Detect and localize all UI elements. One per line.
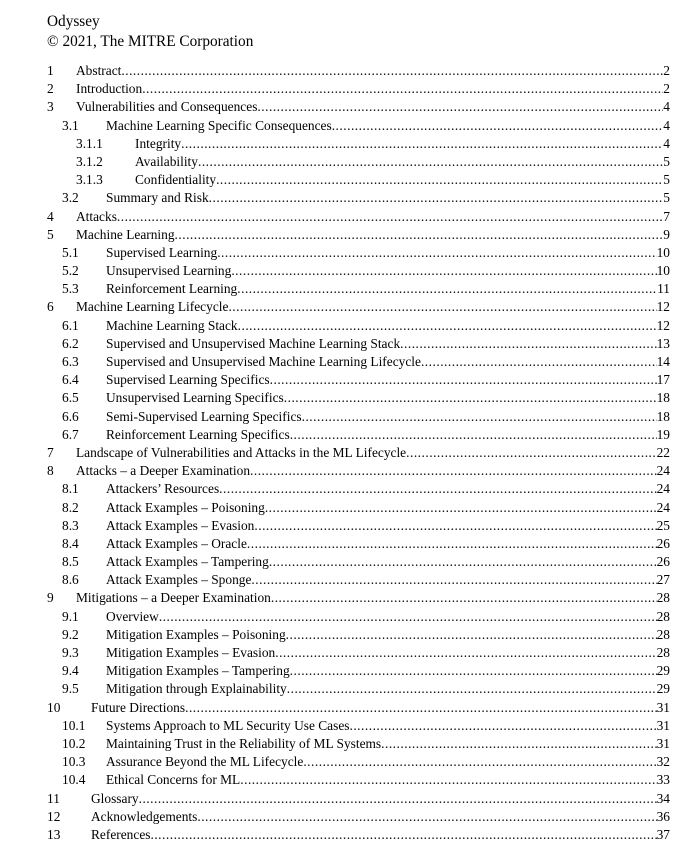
toc-entry-number: 10.2 <box>62 735 86 751</box>
toc-entry[interactable] <box>0 98 697 116</box>
toc-entry-number: 8.3 <box>62 517 79 533</box>
toc-entry-number: 5 <box>47 226 54 242</box>
toc-entry-number: 9.3 <box>62 645 79 660</box>
toc-entry-title[interactable]: Attack Examples – Evasion <box>106 517 255 533</box>
toc-entry[interactable] <box>0 135 697 153</box>
toc-leader-dots <box>209 189 664 207</box>
toc-entry-number: 10.3 <box>62 754 86 770</box>
copyright-notice: © 2021, The MITRE Corporation <box>47 33 254 50</box>
toc-leader-dots <box>247 535 657 553</box>
toc-entry-number: 2 <box>47 81 54 97</box>
toc-entry-page[interactable]: 14 <box>656 354 670 369</box>
toc-leader-dots <box>302 408 657 426</box>
toc-entry-title[interactable]: Mitigation Examples – Poisoning <box>106 626 286 642</box>
toc-entry-page[interactable]: 4 <box>663 117 670 133</box>
toc-leader-dots <box>287 680 657 698</box>
toc-entry-page[interactable]: 7 <box>663 208 670 224</box>
toc-entry-title[interactable]: Mitigation through Explainability <box>106 681 287 697</box>
toc-entry[interactable] <box>0 499 697 517</box>
toc-entry-title[interactable]: Attacks – a Deeper Examination <box>76 463 251 479</box>
toc-entry-number: 3.1 <box>62 117 79 133</box>
toc-entry-title[interactable]: Unsupervised Learning Specifics <box>106 390 284 406</box>
toc-entry-page[interactable]: 10 <box>656 244 670 260</box>
toc-entry-number: 6 <box>47 299 54 315</box>
toc-entry[interactable] <box>0 608 697 626</box>
toc-entry[interactable] <box>0 208 697 226</box>
toc-leader-dots <box>197 808 656 826</box>
toc-entry-title[interactable]: Attackers’ Resources <box>106 481 220 497</box>
toc-entry-page[interactable]: 22 <box>656 444 670 460</box>
toc-entry[interactable] <box>0 680 697 698</box>
toc-entry-title[interactable]: Reinforcement Learning <box>106 281 238 297</box>
toc-entry-number: 8.4 <box>62 535 79 551</box>
toc-leader-dots <box>216 171 663 189</box>
toc-leader-dots <box>228 298 656 316</box>
toc-leader-dots <box>185 699 657 717</box>
toc-entry-page[interactable]: 24 <box>656 499 670 515</box>
toc-entry[interactable] <box>0 662 697 680</box>
toc-entry-title[interactable]: Introduction <box>76 81 143 97</box>
toc-entry[interactable] <box>0 571 697 589</box>
toc-entry-page[interactable]: 29 <box>656 681 670 697</box>
toc-entry-title[interactable]: Summary and Risk <box>106 190 209 206</box>
toc-leader-dots <box>175 226 664 244</box>
toc-entry-page[interactable]: 27 <box>656 572 670 588</box>
toc-entry[interactable] <box>0 371 697 389</box>
toc-entry-page[interactable]: 31 <box>656 735 670 751</box>
toc-entry[interactable] <box>0 480 697 498</box>
toc-entry-page[interactable]: 29 <box>656 663 670 679</box>
toc-entry-number: 8.2 <box>62 499 79 515</box>
toc-entry-page[interactable]: 36 <box>656 808 670 824</box>
toc-entry[interactable] <box>0 553 697 571</box>
toc-entry-number: 5.1 <box>62 244 79 260</box>
toc-entry[interactable] <box>0 771 697 789</box>
toc-leader-dots <box>332 117 664 135</box>
toc-entry-page[interactable]: 28 <box>656 590 670 606</box>
toc-entry[interactable] <box>0 262 697 280</box>
toc-entry-number: 5.2 <box>62 263 79 279</box>
toc-entry-page[interactable]: 19 <box>656 426 670 442</box>
toc-entry-title[interactable]: Ethical Concerns for ML <box>106 772 241 788</box>
toc-entry-page[interactable]: 28 <box>656 626 670 642</box>
toc-leader-dots <box>269 553 657 571</box>
toc-entry-page[interactable]: 26 <box>656 535 670 551</box>
toc-entry[interactable] <box>0 408 697 426</box>
toc-entry-title[interactable]: Attack Examples – Tampering <box>106 554 269 570</box>
toc-leader-dots <box>265 499 657 517</box>
toc-entry-title[interactable]: Landscape of Vulnerabilities and Attacks in the ML Lifecycle <box>76 444 407 460</box>
toc-entry-number: 5.3 <box>62 281 79 297</box>
toc-entry-number: 11 <box>47 790 60 806</box>
toc-entry-title[interactable]: Machine Learning Stack <box>106 317 238 333</box>
toc-entry-number: 7 <box>47 444 54 460</box>
toc-entry-number: 3.1.2 <box>76 153 103 169</box>
toc-leader-dots <box>139 790 657 808</box>
toc-entry-title[interactable]: Assurance Beyond the ML Lifecycle <box>106 754 304 770</box>
toc-entry[interactable] <box>0 426 697 444</box>
toc-entry-page[interactable]: 9 <box>663 226 670 242</box>
toc-entry-title[interactable]: Future Directions <box>91 699 186 715</box>
toc-leader-dots <box>406 444 656 462</box>
toc-entry-page[interactable]: 17 <box>656 372 670 388</box>
toc-entry-page[interactable]: 13 <box>656 335 670 351</box>
toc-leader-dots <box>303 753 656 771</box>
toc-leader-dots <box>217 244 656 262</box>
toc-entry-number: 8.1 <box>62 481 79 497</box>
toc-leader-dots <box>250 462 657 480</box>
toc-leader-dots <box>284 389 657 407</box>
toc-entry-page[interactable]: 33 <box>656 772 670 788</box>
toc-leader-dots <box>349 717 656 735</box>
toc-entry-page[interactable]: 5 <box>663 172 670 188</box>
toc-entry-number: 8.6 <box>62 572 79 588</box>
toc-entry-title[interactable]: Vulnerabilities and Consequences <box>76 99 258 115</box>
toc-entry-title[interactable]: Attack Examples – Sponge <box>106 572 252 588</box>
toc-entry-number: 6.2 <box>62 335 79 351</box>
toc-leader-dots <box>254 517 656 535</box>
toc-leader-dots <box>219 480 656 498</box>
toc-entry[interactable] <box>0 353 697 371</box>
toc-entry[interactable] <box>0 226 697 244</box>
toc-entry-page[interactable]: 34 <box>656 790 670 806</box>
toc-entry-title[interactable]: Maintaining Trust in the Reliability of ML Systems <box>106 735 382 751</box>
toc-entry-page[interactable]: 4 <box>663 135 670 151</box>
toc-leader-dots <box>150 826 656 844</box>
toc-entry-number: 12 <box>47 808 61 824</box>
toc-entry-number: 6.1 <box>62 317 79 333</box>
toc-entry-title[interactable]: Glossary <box>91 790 139 806</box>
toc-entry-title[interactable]: Mitigation Examples – Tampering <box>106 663 290 679</box>
toc-entry[interactable] <box>0 317 697 335</box>
toc-entry-number: 10.4 <box>62 772 86 788</box>
toc-entry-title[interactable]: Reinforcement Learning Specifics <box>106 426 290 442</box>
toc-entry-number: 8 <box>47 463 54 479</box>
toc-entry-title[interactable]: Semi-Supervised Learning Specifics <box>106 408 302 424</box>
toc-entry-page[interactable]: 31 <box>656 699 670 715</box>
toc-entry-page[interactable]: 32 <box>656 754 670 770</box>
toc-entry[interactable] <box>0 826 697 844</box>
toc-entry-title[interactable]: Attack Examples – Oracle <box>106 535 247 551</box>
toc-leader-dots <box>400 335 656 353</box>
toc-leader-dots <box>142 80 663 98</box>
toc-entry-number: 9.1 <box>62 608 79 624</box>
toc-entry-number: 10.1 <box>62 717 86 733</box>
toc-entry-number: 10 <box>47 699 61 715</box>
toc-entry-page[interactable]: 12 <box>656 317 670 333</box>
toc-leader-dots <box>290 426 657 444</box>
toc-entry-title[interactable]: Mitigation Examples – Evasion <box>106 645 276 660</box>
toc-entry-page[interactable]: 28 <box>656 608 670 624</box>
toc-entry[interactable] <box>0 717 697 735</box>
toc-entry-page[interactable]: 18 <box>656 408 670 424</box>
document-title: Odyssey <box>47 13 100 30</box>
toc-leader-dots <box>231 262 656 280</box>
toc-entry[interactable] <box>0 171 697 189</box>
toc-entry-title[interactable]: Machine Learning <box>76 226 175 242</box>
toc-entry-number: 9.5 <box>62 681 79 697</box>
toc-entry[interactable] <box>0 244 697 262</box>
toc-entry-title[interactable]: Machine Learning Specific Consequences <box>106 117 332 133</box>
toc-entry-title[interactable]: Confidentiality <box>135 172 217 188</box>
toc-entry-number: 9.2 <box>62 626 79 642</box>
toc-entry[interactable] <box>0 444 697 462</box>
toc-leader-dots <box>270 371 657 389</box>
toc-entry-number: 9.4 <box>62 663 79 679</box>
toc-entry-title[interactable]: Supervised Learning Specifics <box>106 372 270 388</box>
toc-leader-dots <box>275 644 656 662</box>
toc-leader-dots <box>421 353 657 371</box>
toc-entry[interactable] <box>0 589 697 607</box>
toc-entry-page[interactable]: 18 <box>656 390 670 406</box>
toc-entry-title[interactable]: Unsupervised Learning <box>106 263 232 279</box>
toc-entry[interactable] <box>0 517 697 535</box>
toc-entry-page[interactable]: 5 <box>663 190 670 206</box>
toc-entry-title[interactable]: Supervised Learning <box>106 244 218 260</box>
toc-entry-number: 4 <box>47 208 54 224</box>
toc-entry-title[interactable]: Overview <box>106 608 159 624</box>
toc-entry-number: 6.3 <box>62 354 79 369</box>
toc-entry-title[interactable]: Supervised and Unsupervised Machine Learning Lifecycle <box>106 354 421 369</box>
toc-entry-number: 3 <box>47 99 54 115</box>
toc-entry[interactable] <box>0 189 697 207</box>
toc-entry[interactable] <box>0 335 697 353</box>
toc-entry-page[interactable]: 28 <box>656 645 670 660</box>
toc-entry[interactable] <box>0 644 697 662</box>
toc-entry[interactable] <box>0 753 697 771</box>
toc-entry-page[interactable]: 25 <box>656 517 670 533</box>
toc-entry-number: 9 <box>47 590 54 606</box>
toc-entry[interactable] <box>0 699 697 717</box>
toc-entry[interactable] <box>0 808 697 826</box>
toc-entry-title[interactable]: References <box>91 826 151 842</box>
toc-leader-dots <box>257 98 663 116</box>
toc-entry-title[interactable]: Mitigations – a Deeper Examination <box>76 590 271 606</box>
toc-entry[interactable] <box>0 790 697 808</box>
toc-entry[interactable] <box>0 462 697 480</box>
toc-leader-dots <box>237 280 657 298</box>
toc-entry[interactable] <box>0 535 697 553</box>
toc-entry-number: 6.4 <box>62 372 79 388</box>
toc-entry[interactable] <box>0 80 697 98</box>
toc-entry-page[interactable]: 31 <box>656 717 670 733</box>
toc-entry-page[interactable]: 24 <box>656 481 670 497</box>
toc-entry-page[interactable]: 11 <box>657 281 670 297</box>
toc-entry[interactable] <box>0 298 697 316</box>
toc-entry-page[interactable]: 37 <box>656 826 670 842</box>
toc-entry-page[interactable]: 5 <box>663 153 670 169</box>
toc-entry-title[interactable]: Systems Approach to ML Security Use Cases <box>106 717 350 733</box>
toc-entry[interactable] <box>0 389 697 407</box>
toc-entry-title[interactable]: Acknowledgements <box>91 808 198 824</box>
toc-leader-dots <box>251 571 656 589</box>
toc-leader-dots <box>121 62 663 80</box>
toc-entry[interactable] <box>0 735 697 753</box>
toc-leader-dots <box>240 771 656 789</box>
table-of-contents <box>0 62 697 844</box>
toc-entry-page[interactable]: 2 <box>663 81 670 97</box>
toc-entry[interactable] <box>0 153 697 171</box>
toc-entry-number: 13 <box>47 826 61 842</box>
toc-entry-number: 1 <box>47 63 54 78</box>
toc-entry-page[interactable]: 24 <box>656 463 670 479</box>
toc-entry-number: 3.1.1 <box>76 135 103 151</box>
toc-leader-dots <box>181 135 663 153</box>
toc-entry-page[interactable]: 12 <box>656 299 670 315</box>
toc-entry-number: 6.7 <box>62 426 79 442</box>
toc-entry-number: 3.2 <box>62 190 79 206</box>
toc-entry-number: 6.6 <box>62 408 79 424</box>
toc-leader-dots <box>198 153 663 171</box>
toc-entry-title[interactable]: Supervised and Unsupervised Machine Learning Stack <box>106 335 401 351</box>
toc-entry-title[interactable]: Machine Learning Lifecycle <box>76 299 229 315</box>
toc-entry-number: 3.1.3 <box>76 172 103 188</box>
toc-leader-dots <box>117 208 663 226</box>
toc-entry-page[interactable]: 4 <box>663 99 670 115</box>
toc-leader-dots <box>159 608 657 626</box>
toc-entry[interactable] <box>0 117 697 135</box>
toc-leader-dots <box>290 662 657 680</box>
toc-entry-page[interactable]: 26 <box>656 554 670 570</box>
toc-leader-dots <box>286 626 657 644</box>
toc-leader-dots <box>238 317 657 335</box>
toc-entry[interactable] <box>0 62 697 80</box>
toc-entry-number: 6.5 <box>62 390 79 406</box>
toc-leader-dots <box>381 735 656 753</box>
toc-entry-number: 8.5 <box>62 554 79 570</box>
toc-entry-title[interactable]: Abstract <box>76 63 122 78</box>
toc-entry-title[interactable]: Attacks <box>76 208 117 224</box>
toc-entry-page[interactable]: 10 <box>656 263 670 279</box>
toc-entry-title[interactable]: Attack Examples – Poisoning <box>106 499 265 515</box>
toc-entry-title[interactable]: Integrity <box>135 135 182 151</box>
toc-entry[interactable] <box>0 626 697 644</box>
toc-leader-dots <box>271 589 657 607</box>
toc-entry-title[interactable]: Availability <box>135 153 198 169</box>
toc-entry-page[interactable]: 2 <box>663 63 670 78</box>
toc-entry[interactable] <box>0 280 697 298</box>
